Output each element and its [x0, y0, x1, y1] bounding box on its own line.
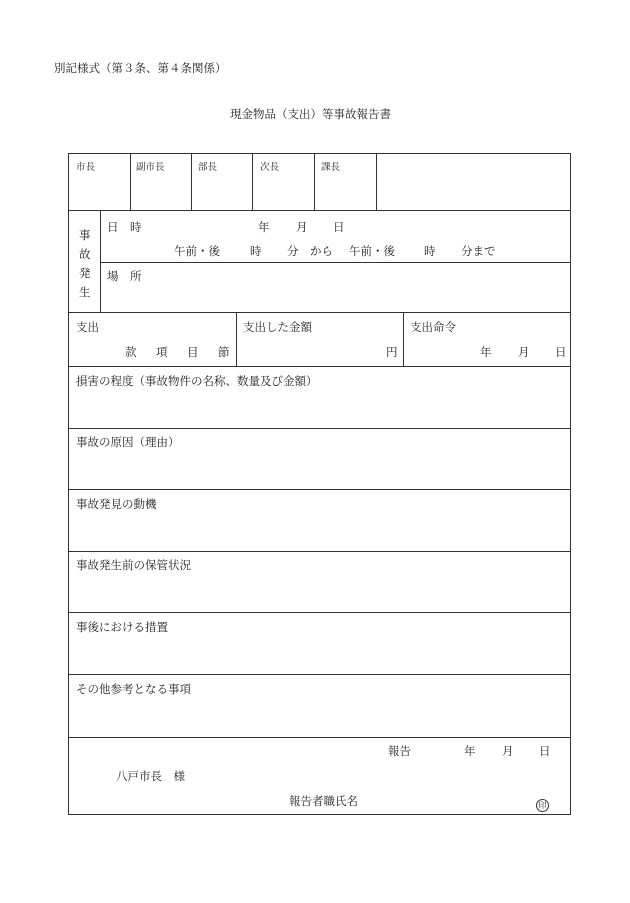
- row-divider: [68, 612, 571, 613]
- row-divider: [100, 262, 571, 263]
- reporter-label: 報告者職氏名: [289, 794, 358, 808]
- time-to-minute: 分まで: [461, 244, 496, 258]
- incident-date-day: 日: [333, 220, 345, 234]
- incident-datetime-label: 日 時: [107, 220, 142, 234]
- amount-unit: 円: [386, 345, 398, 359]
- column-divider: [236, 312, 237, 366]
- document-title: 現金物品（支出）等事故報告書: [230, 107, 391, 121]
- budget-item-setsu: 節: [218, 345, 230, 359]
- budget-item-kou: 項: [156, 345, 168, 359]
- approval-divider: [130, 153, 131, 210]
- row-divider: [68, 551, 571, 552]
- form-reference: 別記様式（第３条、第４条関係）: [54, 61, 227, 75]
- budget-item-kan: 款: [125, 345, 137, 359]
- incident-place-label: 場 所: [107, 269, 142, 283]
- approval-cell-section-chief: 課長: [321, 162, 341, 173]
- incident-side-char: 事: [79, 228, 91, 242]
- incident-date-month: 月: [296, 220, 308, 234]
- budget-item-moku: 目: [187, 345, 199, 359]
- section-damage-extent: 損害の程度（事故物件の名称、数量及び金額）: [76, 374, 318, 388]
- order-date-year: 年: [480, 345, 492, 359]
- seal-mark-text: 印: [536, 799, 549, 812]
- report-date-day: 日: [539, 744, 551, 758]
- time-from-word: から: [310, 244, 333, 258]
- payment-order-label: 支出命令: [410, 320, 456, 334]
- section-subsequent-measures: 事後における措置: [76, 620, 168, 634]
- row-divider: [68, 489, 571, 490]
- section-cause: 事故の原因（理由）: [76, 435, 180, 449]
- column-divider: [403, 312, 404, 366]
- addressee: 八戸市長 様: [116, 769, 185, 783]
- approval-divider: [314, 153, 315, 210]
- approval-cell-deputy-director: 次長: [260, 162, 280, 173]
- time-to-ampm: 午前・後: [349, 244, 395, 258]
- report-date-month: 月: [502, 744, 514, 758]
- approval-cell-mayor: 市長: [76, 162, 96, 173]
- row-divider: [68, 366, 571, 367]
- approval-cell-deputy-mayor: 副市長: [136, 162, 165, 173]
- incident-side-char: 発: [79, 266, 91, 280]
- row-divider: [68, 210, 571, 211]
- time-from-hour: 時: [250, 244, 262, 258]
- incident-date-year: 年: [258, 220, 270, 234]
- order-date-month: 月: [518, 345, 530, 359]
- row-divider: [68, 674, 571, 675]
- time-to-hour: 時: [424, 244, 436, 258]
- row-divider: [68, 737, 571, 738]
- row-divider: [68, 312, 571, 313]
- amount-label: 支出した金額: [243, 320, 312, 334]
- report-date-year: 年: [464, 744, 476, 758]
- approval-divider: [191, 153, 192, 210]
- incident-side-char: 生: [79, 285, 91, 299]
- row-divider: [68, 428, 571, 429]
- order-date-day: 日: [555, 345, 567, 359]
- incident-side-char: 故: [79, 247, 91, 261]
- incident-side-divider: [100, 210, 101, 312]
- section-discovery-motive: 事故発見の動機: [76, 497, 157, 511]
- approval-divider: [376, 153, 377, 210]
- approval-divider: [252, 153, 253, 210]
- report-label: 報告: [388, 744, 411, 758]
- seal-mark-icon: [536, 793, 549, 812]
- section-prior-storage: 事故発生前の保管状況: [76, 558, 191, 572]
- section-other-references: その他参考となる事項: [76, 682, 191, 696]
- time-from-ampm: 午前・後: [174, 244, 220, 258]
- time-from-minute: 分: [287, 244, 299, 258]
- approval-cell-director: 部長: [198, 162, 218, 173]
- expenditure-label: 支出: [76, 320, 99, 334]
